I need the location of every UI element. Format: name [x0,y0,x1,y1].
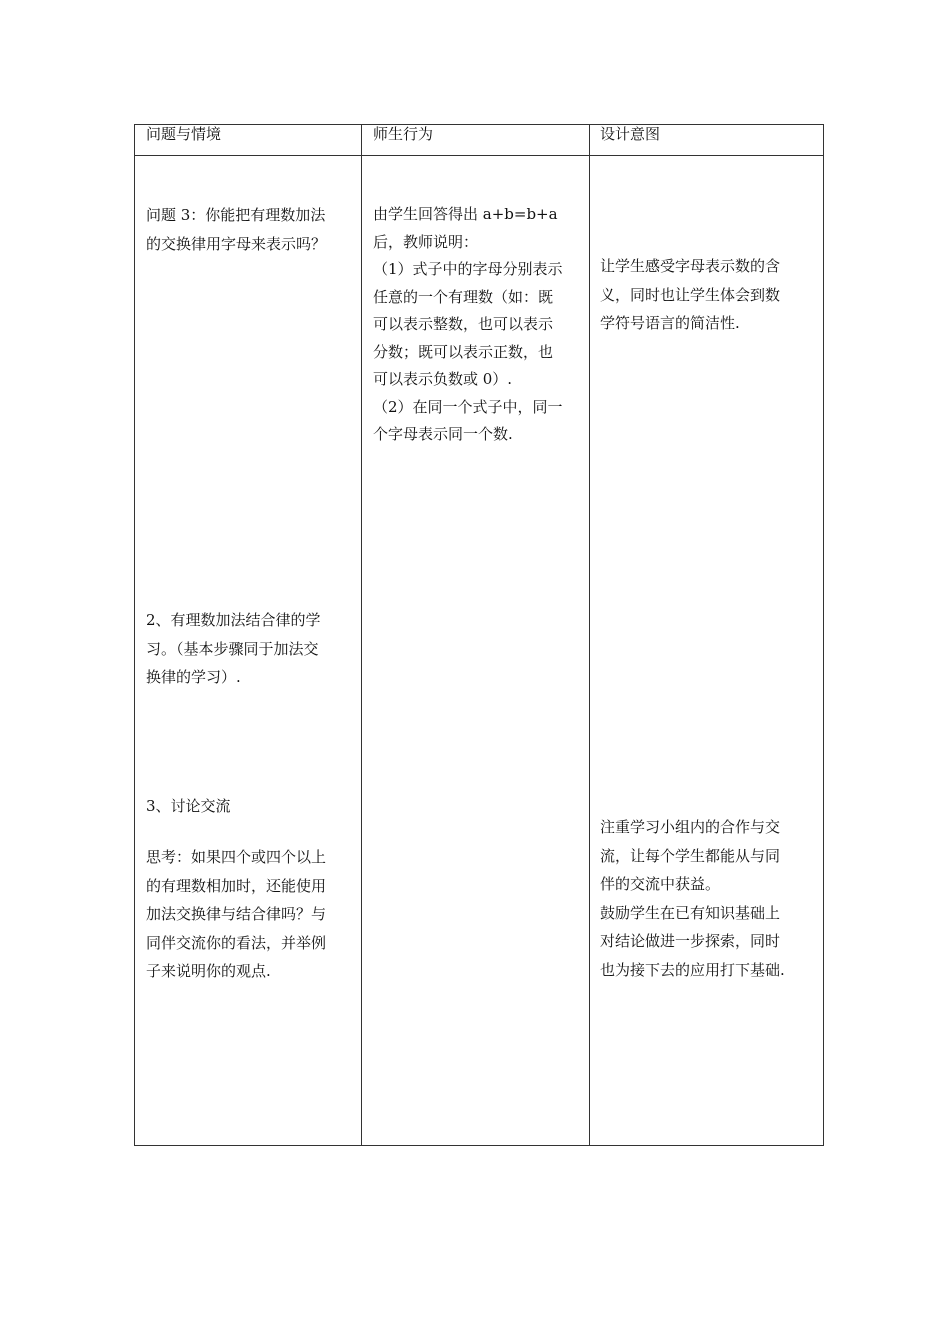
text-line: 子来说明你的观点. [146,962,271,980]
text-line: 思考：如果四个或四个以上 [146,848,327,866]
question-3-block [146,201,326,258]
text-line: 个字母表示同一个数. [373,425,513,443]
text-line: 伴的交流中获益。 [600,875,721,893]
discussion-title [146,792,231,821]
lesson-table [134,124,824,1146]
text-line: 换律的学习）. [146,668,241,686]
text-line: 加法交换律与结合律吗？与 [146,905,327,923]
teacher-explanation-block [373,201,563,449]
text-line: 习。（基本步骤同于加法交 [146,639,319,658]
intent-block-2 [600,813,785,984]
header-teacher-student-behavior: 师生行为 [373,125,434,143]
text-line: 3、讨论交流 [146,797,231,815]
text-line: 义，同时也让学生体会到数 [600,285,781,304]
text-line: 后，教师说明： [373,232,479,251]
text-line: （1）式子中的字母分别表示 [373,260,563,278]
text-line: 的有理数相加时，还能使用 [146,876,327,895]
header-problem-situation: 问题与情境 [146,125,222,143]
text-line: 学符号语言的简洁性. [600,314,740,332]
header-divider [135,155,823,156]
header-design-intent: 设计意图 [600,125,661,143]
text-line: 也为接下去的应用打下基础. [600,960,785,979]
text-line: 由学生回答得出 a+b=b+a [373,205,558,223]
associative-law-block [146,606,321,692]
text-line: 2、有理数加法结合律的学 [146,611,321,629]
text-line: 鼓励学生在已有知识基础上 [600,903,781,922]
column-divider [589,125,590,1145]
intent-block-1 [600,252,780,338]
text-line: 分数；既可以表示正数，也 [373,342,554,361]
text-line: （2）在同一个式子中，同一 [373,397,563,416]
thinking-block [146,843,326,986]
text-line: 可以表示负数或 0）. [373,370,513,388]
text-line: 同伴交流你的看法，并举例 [146,933,327,952]
text-line: 任意的一个有理数（如：既 [373,287,554,306]
column-divider [361,125,362,1145]
text-line: 问题 3：你能把有理数加法 [146,206,326,224]
text-line: 对结论做进一步探索，同时 [600,932,781,950]
text-line: 的交换律用字母来表示吗？ [146,234,327,253]
text-line: 流，让每个学生都能从与同 [600,846,781,865]
text-line: 让学生感受字母表示数的含 [600,257,781,275]
text-line: 注重学习小组内的合作与交 [600,818,781,836]
text-line: 可以表示整数，也可以表示 [373,315,554,333]
